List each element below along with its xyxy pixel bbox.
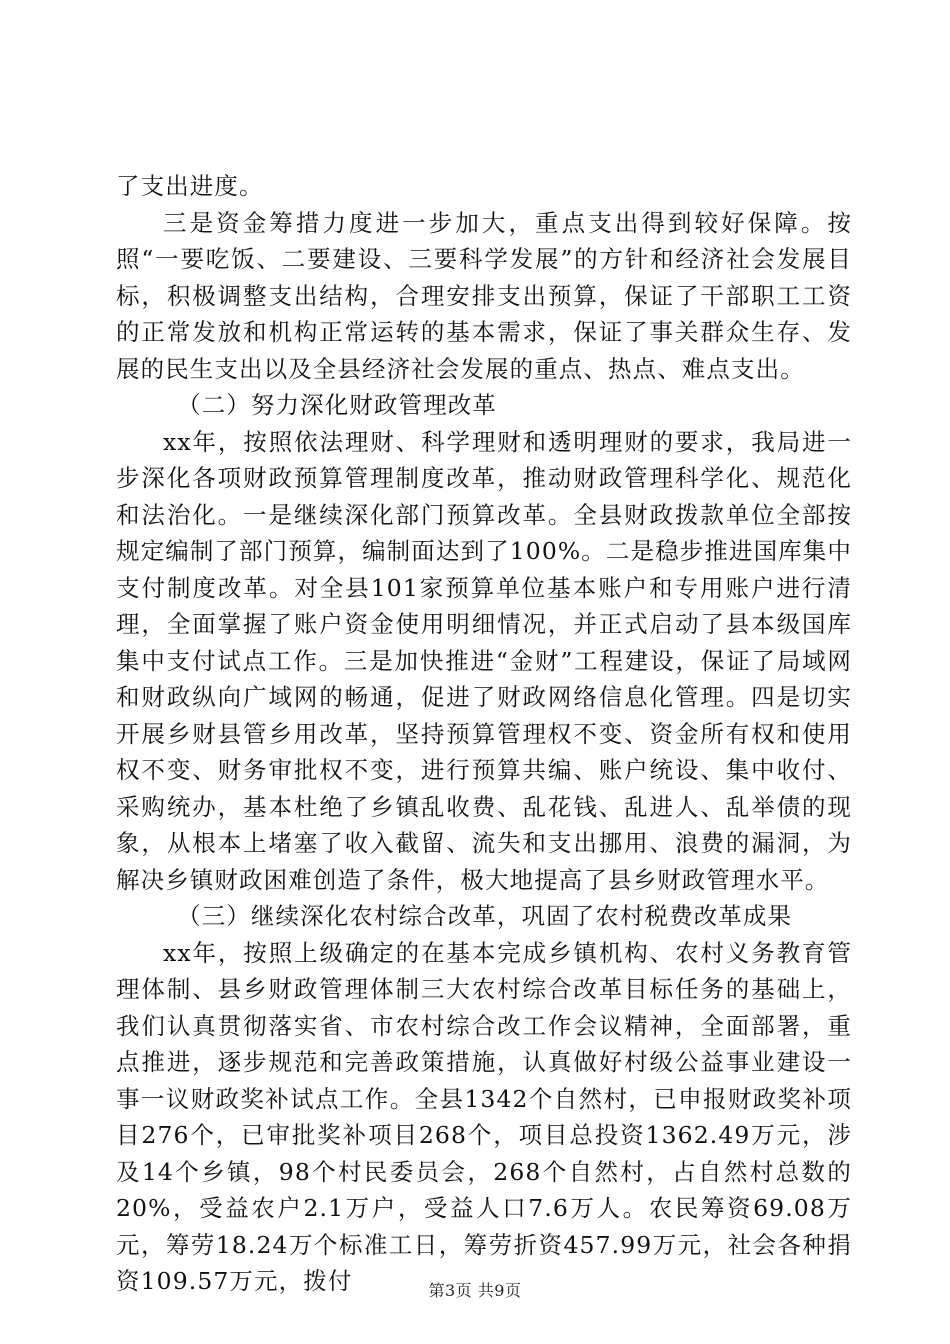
paragraph-management-reform: xx年，按照依法理财、科学理财和透明理财的要求，我局进一步深化各项财政预算管理制度改革，推动财政管理科学化、规范化和法治化。一是继续深化部门预算改革。全县财政拨款单位全部按规定编制了部门预算，编制面达到了100%。二是稳步推进国库集中支付制度改革。对全县101家预算单位基本账户和专用账户进行清理，全面掌握了账户资金使用明细情况，并正式启动了县本级国库集中支付试点工作。三是加快推进“金财”工程建设，保证了局域网和财政纵向广域网的畅通，促进了财政网络信息化管理。四是切实开展乡财县管乡用改革，坚持预算管理权不变、资金所有权和使用权不变、财务审批权不变，进行预算共编、账户统设、集中收付、采购统办，基本杜绝了乡镇乱收费、乱花钱、乱进人、乱举债的现象，从根本上堵塞了收入截留、流失和支出挪用、浪费的漏洞，为解决乡镇财政困难创造了条件，极大地提高了县乡财政管理水平。 [116, 427, 852, 894]
section-heading-2: （二）努力深化财政管理改革 [177, 391, 497, 419]
paragraph-funding: 三是资金筹措力度进一步加大，重点支出得到较好保障。按照“一要吃饭、二要建设、三要科学发展”的方针和经济社会发展目标，积极调整支出结构，合理安排支出预算，保证了干部职工工资的正常发放和机构正常运转的基本需求，保证了事关群众生存、发展的民生支出以及全县经济社会发展的重点、热点、难点支出。 [116, 208, 852, 383]
paragraph-continuation: 了支出进度。 [116, 172, 264, 200]
body-text [116, 168, 852, 1300]
page-footer: 第3页 共9页 [428, 1281, 522, 1300]
paragraph-rural-reform: xx年，按照上级确定的在基本完成乡镇机构、农村义务教育管理体制、县乡财政管理体制三大农村综合改革目标任务的基础上，我们认真贯彻落实省、市农村综合改工作会议精神，全面部署，重点推进，逐步规范和完善政策措施，认真做好村级公益事业建设一事一议财政奖补试点工作。全县1342个自然村，已申报财政奖补项目276个，已审批奖补项目268个，项目总投资1362.49万元，涉及14个乡镇，98个村民委员会，268个自然村，占自然村总数的20%，受益农户2.1万户，受益人口7.6万人。农民筹资69.08万元，筹劳18.24万个标准工日，筹劳折资457.99万元，社会各种捐资109.57万元，拨付 [116, 938, 852, 1295]
section-heading-3: （三）继续深化农村综合改革，巩固了农村税费改革成果 [177, 902, 793, 930]
